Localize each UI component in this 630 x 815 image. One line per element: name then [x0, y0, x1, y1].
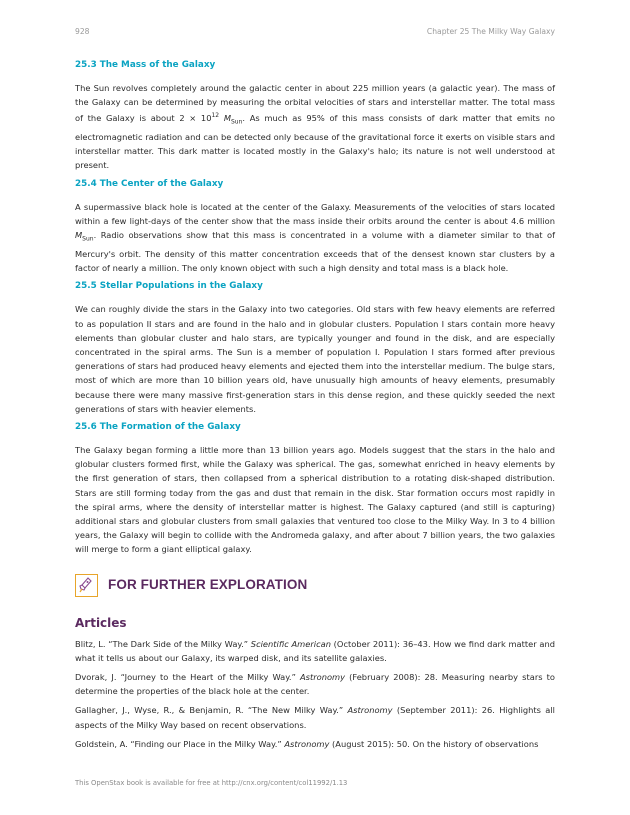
- reference-journal: Scientific American: [250, 638, 331, 649]
- mass-subscript: Sun: [230, 118, 243, 126]
- section-paragraph-center: [75, 200, 555, 276]
- text-run: . Radio observations show that this mass is concentrated in a volume with a diameter similar to that of Mercury's orbit. The density of this matter concentration exceeds that of the densest known star clusters by a factor of nearly a million. The only known object with such a high density and total mass is a black hole.: [75, 230, 555, 274]
- reference-item: [75, 703, 555, 731]
- exponent: 12: [211, 112, 220, 120]
- reference-authors: Goldstein, A. “Finding our Place in the Milky Way.”: [75, 738, 285, 749]
- text-run: The Sun revolves completely around the galactic center in about 225 million years (a galactic year). The mass of the Galaxy can be determined by measuring the orbital velocities of stars and interstellar matter. The total mass of the Galaxy is about 2 × 10: [75, 83, 555, 124]
- mass-symbol: M: [75, 230, 83, 241]
- section-paragraph-populations: We can roughly divide the stars in the Galaxy into two categories. Old stars with few heavy elements are referred to as population II stars and are found in the halo and in globular clusters. Population I stars contain more heavy elements than globular cluster and halo stars, are typically younger and found in the disk, and are especially concentrated in the spiral arms. The Sun is a member of population I. Population I stars formed after previous generations of stars had produced heavy elements and ejected them into the interstellar medium. The bulge stars, most of which are more than 10 billion years old, have unusually high amounts of heavy elements, presumably because there were many massive first-generation stars in this dense region, and these quickly seeded the next generations of stars with heavier elements.: [75, 304, 555, 414]
- mass-symbol: M: [223, 113, 231, 124]
- reference-item: [75, 637, 555, 665]
- reference-item: [75, 737, 555, 751]
- main-content: [75, 58, 555, 756]
- running-header: [75, 27, 555, 39]
- section-title-center: 25.4 The Center of the Galaxy: [75, 178, 224, 189]
- reference-details: (August 2015): 50. On the history of observations: [329, 738, 539, 749]
- reference-journal: Astronomy: [299, 671, 346, 682]
- reference-details: (September 2011): 26. Highlights all aspects of the Milky Way based on recent observations.: [75, 705, 555, 730]
- reference-authors: Gallagher, J., Wyse, R., & Benjamin, R. “The New Milky Way.”: [75, 705, 348, 716]
- reference-journal: Astronomy: [284, 738, 330, 749]
- section-title-mass: 25.3 The Mass of the Galaxy: [75, 60, 216, 70]
- reference-journal: Astronomy: [347, 705, 393, 716]
- further-exploration-banner: [75, 574, 555, 597]
- text-run: A supermassive black hole is located at the center of the Galaxy. Measurements of the velocities of stars located within a few light-days of the center show that the mass inside their orbits around the center is about 4.6 million: [75, 201, 555, 226]
- section-paragraph-formation: The Galaxy began forming a little more than 13 billion years ago. Models suggest that the stars in the halo and globular clusters formed first, while the Galaxy was spherical. The gas, somewhat enriched in heavy elements by the first generation of stars, then collapsed from a spherical distribution to a rotating disk-shaped distribution. Stars are still forming today from the gas and dust that remain in the disk. Star formation occurs most rapidly in the spiral arms, where the density of interstellar matter is highest. The Galaxy captured (and still is capturing) additional stars and globular clusters from small galaxies that ventured too close to the Milky Way. In 3 to 4 billion years, the Galaxy will begin to collide with the Andromeda galaxy, and after about 7 billion years, the two galaxies will merge to form a giant elliptical galaxy.: [75, 444, 555, 555]
- page-footer: This OpenStax book is available for free at http://cnx.org/content/col11992/1.13: [75, 779, 348, 787]
- section-title-formation: 25.6 The Formation of the Galaxy: [75, 421, 241, 432]
- reference-authors: Blitz, L. “The Dark Side of the Milky Way.”: [75, 638, 251, 649]
- reference-authors: Dvorak, J. “Journey to the Heart of the Milky Way.”: [75, 671, 300, 682]
- reference-details: (February 2008): 28. Measuring nearby stars to determine the properties of the black hole at the center.: [75, 671, 555, 697]
- rocket-icon: [75, 574, 98, 597]
- reference-item: [75, 670, 555, 698]
- mass-subscript: Sun: [82, 235, 94, 243]
- chapter-title: Chapter 25 The Milky Way Galaxy: [426, 27, 555, 36]
- text-run: . As much as 95% of this mass consists of dark matter that emits no electromagnetic radiation and can be detected only because of the gravitational force it exerts on visible stars and interstellar matter. This dark matter is located mostly in the Galaxy's halo; its nature is not well understood at present.: [75, 113, 555, 171]
- reference-details: (October 2011): 36–43. How we find dark matter and what it tells us about our Galaxy, its warped disk, and its satellite galaxies.: [75, 638, 555, 663]
- page-number: 928: [75, 27, 90, 36]
- section-title-populations: 25.5 Stellar Populations in the Galaxy: [75, 281, 263, 292]
- section-paragraph-mass: [75, 81, 555, 173]
- articles-heading: Articles: [75, 615, 127, 630]
- further-exploration-title: FOR FURTHER EXPLORATION: [108, 576, 308, 592]
